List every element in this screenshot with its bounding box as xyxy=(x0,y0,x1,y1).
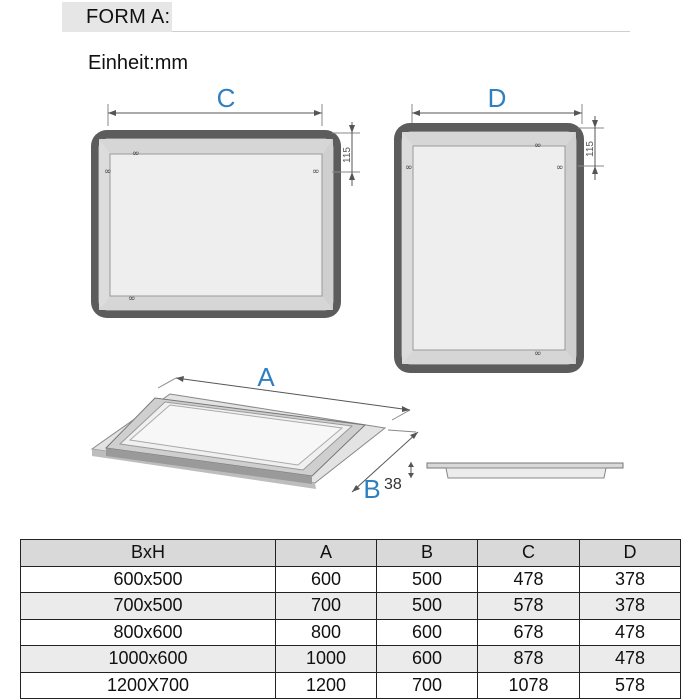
unit-label: Einheit:mm xyxy=(88,52,189,74)
table-cell: 578 xyxy=(580,672,681,699)
table-cell: 1078 xyxy=(478,672,580,699)
svg-text:∞: ∞ xyxy=(534,349,542,359)
svg-text:∞: ∞ xyxy=(132,149,140,159)
table-cell: 700 xyxy=(276,593,377,620)
mirror-side-profile xyxy=(384,462,623,493)
table-cell: 478 xyxy=(580,646,681,673)
table-header-row xyxy=(21,540,681,567)
table-cell: 1200X700 xyxy=(21,672,276,699)
table-cell: 700 xyxy=(377,672,478,699)
svg-text:∞: ∞ xyxy=(312,167,320,177)
mirror-c-front-view xyxy=(91,83,360,318)
table-cell: 578 xyxy=(478,593,580,620)
table-cell: 600x500 xyxy=(21,566,276,593)
column-header: C xyxy=(478,540,580,567)
table-row xyxy=(21,566,681,593)
table-cell: 800x600 xyxy=(21,619,276,646)
label-d: D xyxy=(487,83,507,113)
svg-text:∞: ∞ xyxy=(405,163,413,173)
label-a: A xyxy=(257,362,275,392)
svg-text:∞: ∞ xyxy=(128,294,136,304)
table-cell: 378 xyxy=(580,566,681,593)
table-cell: 600 xyxy=(377,619,478,646)
table-cell: 1000 xyxy=(276,646,377,673)
svg-text:∞: ∞ xyxy=(104,167,112,177)
form-title: FORM A: xyxy=(86,6,171,28)
table-cell: 800 xyxy=(276,619,377,646)
mirror-perspective-view xyxy=(92,362,418,504)
depth-d-label: 115 xyxy=(585,141,596,157)
svg-text:∞: ∞ xyxy=(556,163,564,173)
column-header: D xyxy=(580,540,681,567)
table-cell: 500 xyxy=(377,593,478,620)
mirror-d-front-view xyxy=(394,83,604,373)
column-header: BxH xyxy=(21,540,276,567)
table-cell: 878 xyxy=(478,646,580,673)
svg-text:∞: ∞ xyxy=(534,141,542,151)
column-header: A xyxy=(276,540,377,567)
column-header: B xyxy=(377,540,478,567)
table-cell: 678 xyxy=(478,619,580,646)
depth-c-label: 115 xyxy=(342,147,353,163)
table-cell: 600 xyxy=(276,566,377,593)
table-cell: 700x500 xyxy=(21,593,276,620)
table-row xyxy=(21,646,681,673)
label-c: C xyxy=(216,83,236,113)
table-row xyxy=(21,672,681,699)
table-cell: 378 xyxy=(580,593,681,620)
table-cell: 500 xyxy=(377,566,478,593)
dimensions-table xyxy=(20,539,681,699)
table-row xyxy=(21,619,681,646)
table-row xyxy=(21,593,681,620)
table-cell: 478 xyxy=(580,619,681,646)
label-b: B xyxy=(363,474,381,504)
table-cell: 1200 xyxy=(276,672,377,699)
table-cell: 478 xyxy=(478,566,580,593)
thickness-label: 38 xyxy=(384,476,402,493)
table-cell: 600 xyxy=(377,646,478,673)
table-cell: 1000x600 xyxy=(21,646,276,673)
